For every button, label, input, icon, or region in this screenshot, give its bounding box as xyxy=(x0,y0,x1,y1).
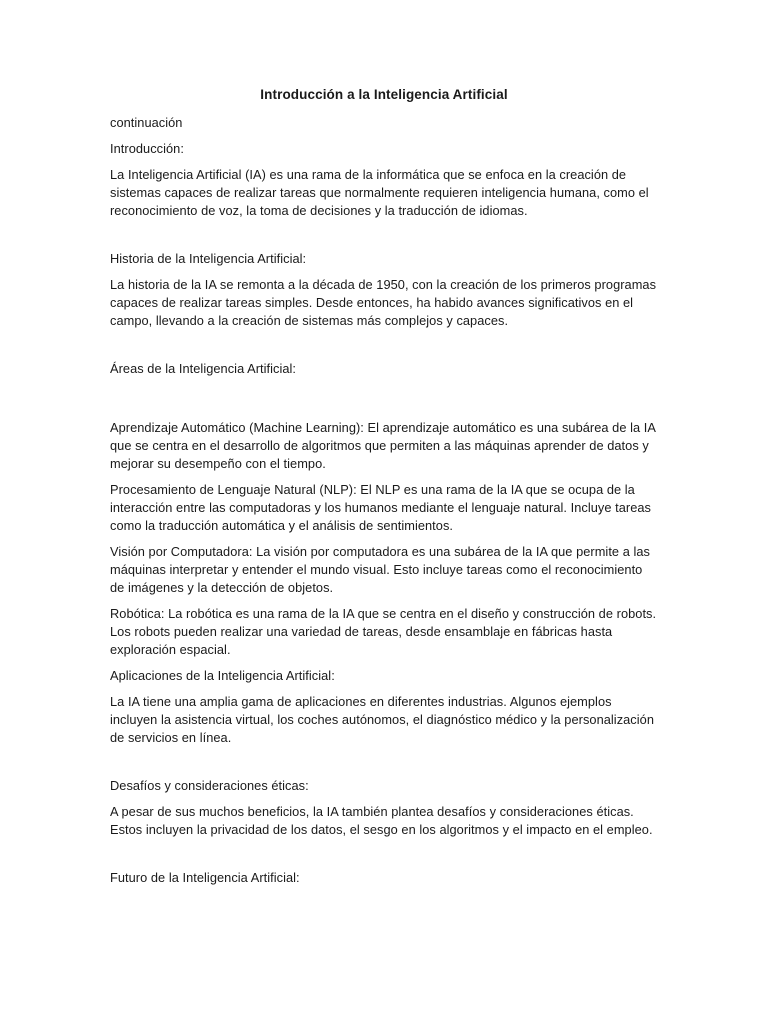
paragraph-computer-vision: Visión por Computadora: La visión por computadora es una subárea de la IA que permite a las máquinas interpretar y entender el mundo visual. Esto incluye tareas como el reconocimiento de imágenes y la detección de objetos. xyxy=(110,544,650,595)
heading-areas: Áreas de la Inteligencia Artificial: xyxy=(110,361,297,376)
paragraph-challenges: A pesar de sus muchos beneficios, la IA también plantea desafíos y consideraciones éticas. Estos incluyen la privacidad de los datos, el sesgo en los algoritmos y el impacto en el empleo. xyxy=(110,804,653,837)
heading-challenges: Desafíos y consideraciones éticas: xyxy=(110,778,309,793)
paragraph-continuation: continuación xyxy=(110,115,183,130)
document-title: Introducción a la Inteligencia Artificial xyxy=(260,87,508,102)
paragraph-robotics: Robótica: La robótica es una rama de la IA que se centra en el diseño y construcción de robots. Los robots pueden realizar una variedad de tareas, desde ensamblaje en fábricas hasta exploración espacial. xyxy=(110,606,657,657)
heading-applications: Aplicaciones de la Inteligencia Artificial: xyxy=(110,668,335,683)
paragraph-machine-learning: Aprendizaje Automático (Machine Learning): El aprendizaje automático es una subárea de la IA que se centra en el desarrollo de algoritmos que permiten a las máquinas aprender de datos y mejorar su desempeño con el tiempo. xyxy=(110,420,656,471)
heading-future: Futuro de la Inteligencia Artificial: xyxy=(110,870,300,885)
paragraph-nlp: Procesamiento de Lenguaje Natural (NLP): El NLP es una rama de la IA que se ocupa de la interacción entre las computadoras y los humanos mediante el lenguaje natural. Incluye tareas como la traducción automática y el análisis de sentimientos. xyxy=(110,482,652,533)
paragraph-introduction: La Inteligencia Artificial (IA) es una rama de la informática que se enfoca en la creación de sistemas capaces de realizar tareas que normalmente requieren inteligencia humana, como el reconocimiento de voz, la toma de decisiones y la traducción de idiomas. xyxy=(110,167,649,218)
paragraph-history: La historia de la IA se remonta a la década de 1950, con la creación de los primeros programas capaces de realizar tareas simples. Desde entonces, ha habido avances significativos en el campo, llevando a la creación de sistemas más complejos y capaces. xyxy=(110,277,657,328)
document-body xyxy=(110,86,658,887)
heading-history: Historia de la Inteligencia Artificial: xyxy=(110,251,307,266)
paragraph-applications: La IA tiene una amplia gama de aplicaciones en diferentes industrias. Algunos ejemplos incluyen la asistencia virtual, los coches autónomos, el diagnóstico médico y la personalización de servicios en línea. xyxy=(110,694,654,745)
heading-introduction: Introducción: xyxy=(110,141,184,156)
